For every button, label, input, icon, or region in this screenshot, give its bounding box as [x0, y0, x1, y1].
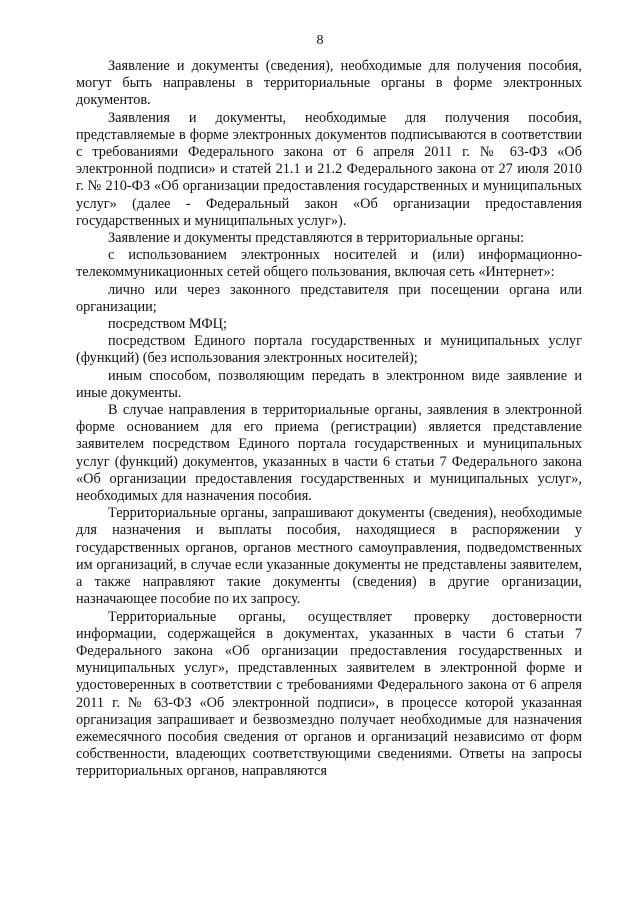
- document-body: [76, 58, 582, 781]
- paragraph: Территориальные органы, запрашивают документы (сведения), необходимые для назначения и выплаты пособия, находящиеся в распоряжении у государственных органов, органов местного самоуправления, подведомственных им организаций, в случае если указанные документы не представлены заявителем, а также направляют такие документы (сведения) в другие организации, назначающее пособие по их запросу.: [76, 505, 582, 608]
- paragraph: В случае направления в территориальные органы, заявления в электронной форме основанием для его приема (регистрации) является представление заявителем посредством Единого портала государственных и муниципальных услуг (функций) документов, указанных в части 6 статьи 7 Федерального закона «Об организации предоставления государственных и муниципальных услуг», необходимых для назначения пособия.: [76, 402, 582, 505]
- paragraph: иным способом, позволяющим передать в электронном виде заявление и иные документы.: [76, 367, 582, 401]
- paragraph: Заявление и документы представляются в территориальные органы:: [108, 230, 525, 247]
- paragraph: посредством МФЦ;: [108, 316, 227, 333]
- paragraph: Территориальные органы, осуществляет проверку достоверности информации, содержащейся в документах, указанных в части 6 статьи 7 Федерального закона «Об организации предоставления государственных и муниципальных услуг», представленных заявителем в электронной форме и удостоверенных в соответствии с требованиями Федерального закона от 6 апреля 2011 г. № 63-ФЗ «Об электронной подписи», в процессе которой указанная организация запрашивает и безвозмездно получает необходимые для назначения ежемесячного пособия сведения от органов и организаций независимо от форм собственности, владеющих соответствующими сведениями. Ответы на запросы территориальных органов, направляются: [76, 608, 582, 780]
- paragraph: посредством Единого портала государственных и муниципальных услуг (функций) (без использования электронных носителей);: [76, 333, 582, 367]
- page-number: 8: [316, 33, 324, 48]
- paragraph: Заявления и документы, необходимые для получения пособия, представляемые в форме электронных документов подписываются в соответствии с требованиями Федерального закона от 6 апреля 2011 г. № 63-ФЗ «Об электронной подписи» и статей 21.1 и 21.2 Федерального закона от 27 июля 2010 г. № 210-ФЗ «Об организации предоставления государственных и муниципальных услуг» (далее - Федеральный закон «Об организации предоставления государственных и муниципальных услуг»).: [76, 109, 582, 229]
- paragraph: с использованием электронных носителей и (или) информационно-телекоммуникационных сетей общего пользования, включая сеть «Интернет»:: [76, 247, 582, 281]
- paragraph: Заявление и документы (сведения), необходимые для получения пособия, могут быть направлены в территориальные органы в форме электронных документов.: [76, 58, 582, 109]
- paragraph: лично или через законного представителя при посещении органа или организации;: [76, 281, 582, 315]
